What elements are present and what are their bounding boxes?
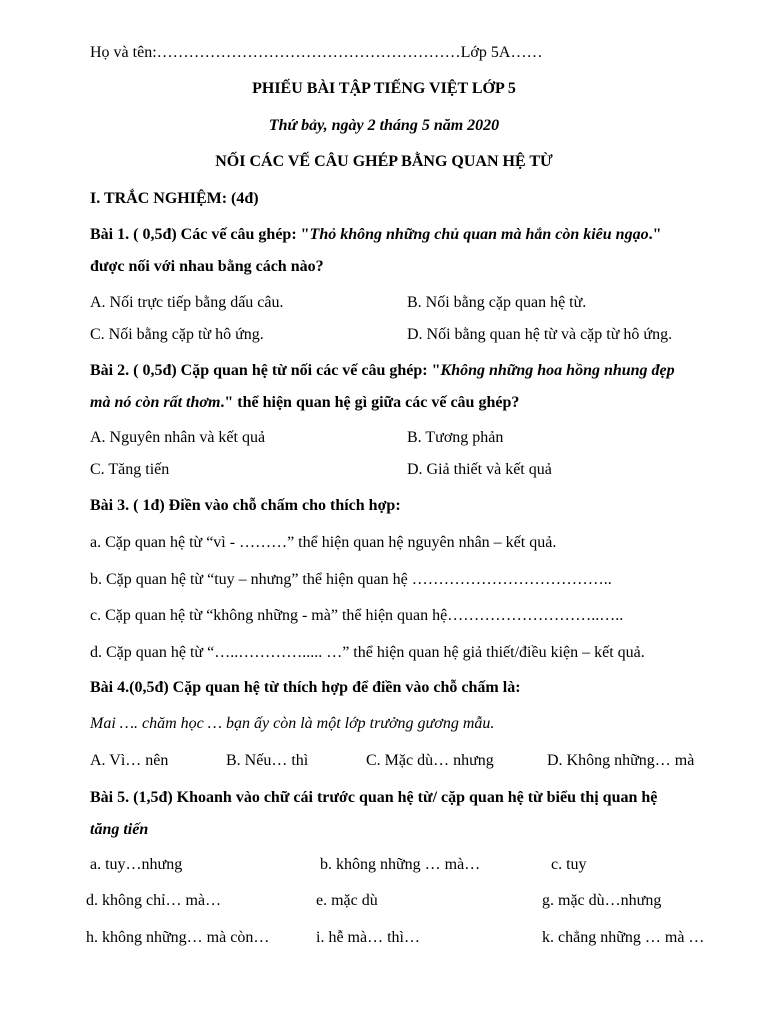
bai2-question-prefix: Bài 2. ( 0,5đ) Cặp quan hệ từ nối các vế câu ghép: " — [90, 362, 441, 379]
bai1-question-line2: được nối với nhau bằng cách nào? — [90, 258, 324, 275]
bai1-question-suffix: ." — [648, 226, 662, 243]
bai3-item-a: a. Cặp quan hệ từ “vì - ………” thể hiện quan hệ nguyên nhân – kết quả. — [90, 534, 557, 551]
bai5-option-d: d. không chỉ… mà… — [86, 892, 222, 909]
bai5-option-i: i. hễ mà… thì… — [316, 929, 420, 946]
worksheet-date: Thứ bảy, ngày 2 tháng 5 năm 2020 — [268, 117, 500, 134]
bai2-option-b: B. Tương phản — [407, 429, 504, 446]
bai5-option-a: a. tuy…nhưng — [90, 856, 183, 873]
bai5-question-line2: tăng tiến — [90, 821, 149, 838]
worksheet-topic: NỐI CÁC VẾ CÂU GHÉP BẰNG QUAN HỆ TỪ — [215, 153, 553, 170]
bai4-option-c: C. Mặc dù… nhưng — [366, 752, 494, 769]
bai2-quote-part2: mà nó còn rất thơm — [90, 394, 221, 411]
bai5-option-h: h. không những… mà còn… — [86, 929, 270, 946]
bai1-quote: Thỏ không những chủ quan mà hắn còn kiêu ngạo — [309, 226, 649, 243]
bai5-question: Bài 5. (1,5đ) Khoanh vào chữ cái trước quan hệ từ/ cặp quan hệ từ biểu thị quan hệ — [90, 789, 658, 806]
bai3-item-d: d. Cặp quan hệ từ “…..…………..... …” thể hiện quan hệ giả thiết/điều kiện – kết quả. — [90, 644, 645, 661]
bai5-option-c: c. tuy — [551, 856, 587, 873]
bai3-question: Bài 3. ( 1đ) Điền vào chỗ chấm cho thích hợp: — [90, 497, 401, 514]
bai4-sentence: Mai …. chăm học … bạn ấy còn là một lớp trưởng gương mẫu. — [90, 715, 495, 732]
bai1-option-c: C. Nối bằng cặp từ hô ứng. — [90, 326, 264, 343]
bai5-option-k: k. chẳng những … mà … — [542, 929, 705, 946]
bai2-question-line2 — [90, 393, 519, 413]
section-heading: I. TRẮC NGHIỆM: (4đ) — [90, 190, 259, 207]
name-class-line: Họ và tên:…………………………………………………Lớp 5A…… — [90, 44, 543, 61]
bai2-question-suffix: ." thể hiện quan hệ gì giữa các vế câu ghép? — [220, 394, 520, 411]
bai2-option-c: C. Tăng tiến — [90, 461, 170, 478]
bai5-option-e: e. mặc dù — [316, 892, 378, 909]
bai4-option-d: D. Không những… mà — [547, 752, 695, 769]
bai1-option-a: A. Nối trực tiếp bằng dấu câu. — [90, 294, 284, 311]
bai2-option-d: D. Giả thiết và kết quả — [407, 461, 552, 478]
bai4-option-a: A. Vì… nên — [90, 752, 169, 769]
bai3-item-b: b. Cặp quan hệ từ “tuy – nhưng” thể hiện quan hệ ……………………………….. — [90, 571, 612, 588]
bai1-question-prefix: Bài 1. ( 0,5đ) Các vế câu ghép: " — [90, 226, 310, 243]
bai4-question: Bài 4.(0,5đ) Cặp quan hệ từ thích hợp để điền vào chỗ chấm là: — [90, 679, 521, 696]
bai3-item-c: c. Cặp quan hệ từ “không những - mà” thể hiện quan hệ………………………..….. — [90, 607, 624, 624]
bai2-question — [90, 361, 675, 381]
bai5-option-g: g. mặc dù…nhưng — [542, 892, 662, 909]
worksheet-title: PHIẾU BÀI TẬP TIẾNG VIỆT LỚP 5 — [252, 80, 516, 97]
bai4-option-b: B. Nếu… thì — [226, 752, 309, 769]
bai1-question — [90, 225, 661, 245]
bai2-option-a: A. Nguyên nhân và kết quả — [90, 429, 266, 446]
bai5-option-b: b. không những … mà… — [320, 856, 481, 873]
bai1-option-d: D. Nối bằng quan hệ từ và cặp từ hô ứng. — [407, 326, 673, 343]
bai1-option-b: B. Nối bằng cặp quan hệ từ. — [407, 294, 587, 311]
bai2-quote-part1: Không những hoa hồng nhung đẹp — [440, 362, 675, 379]
